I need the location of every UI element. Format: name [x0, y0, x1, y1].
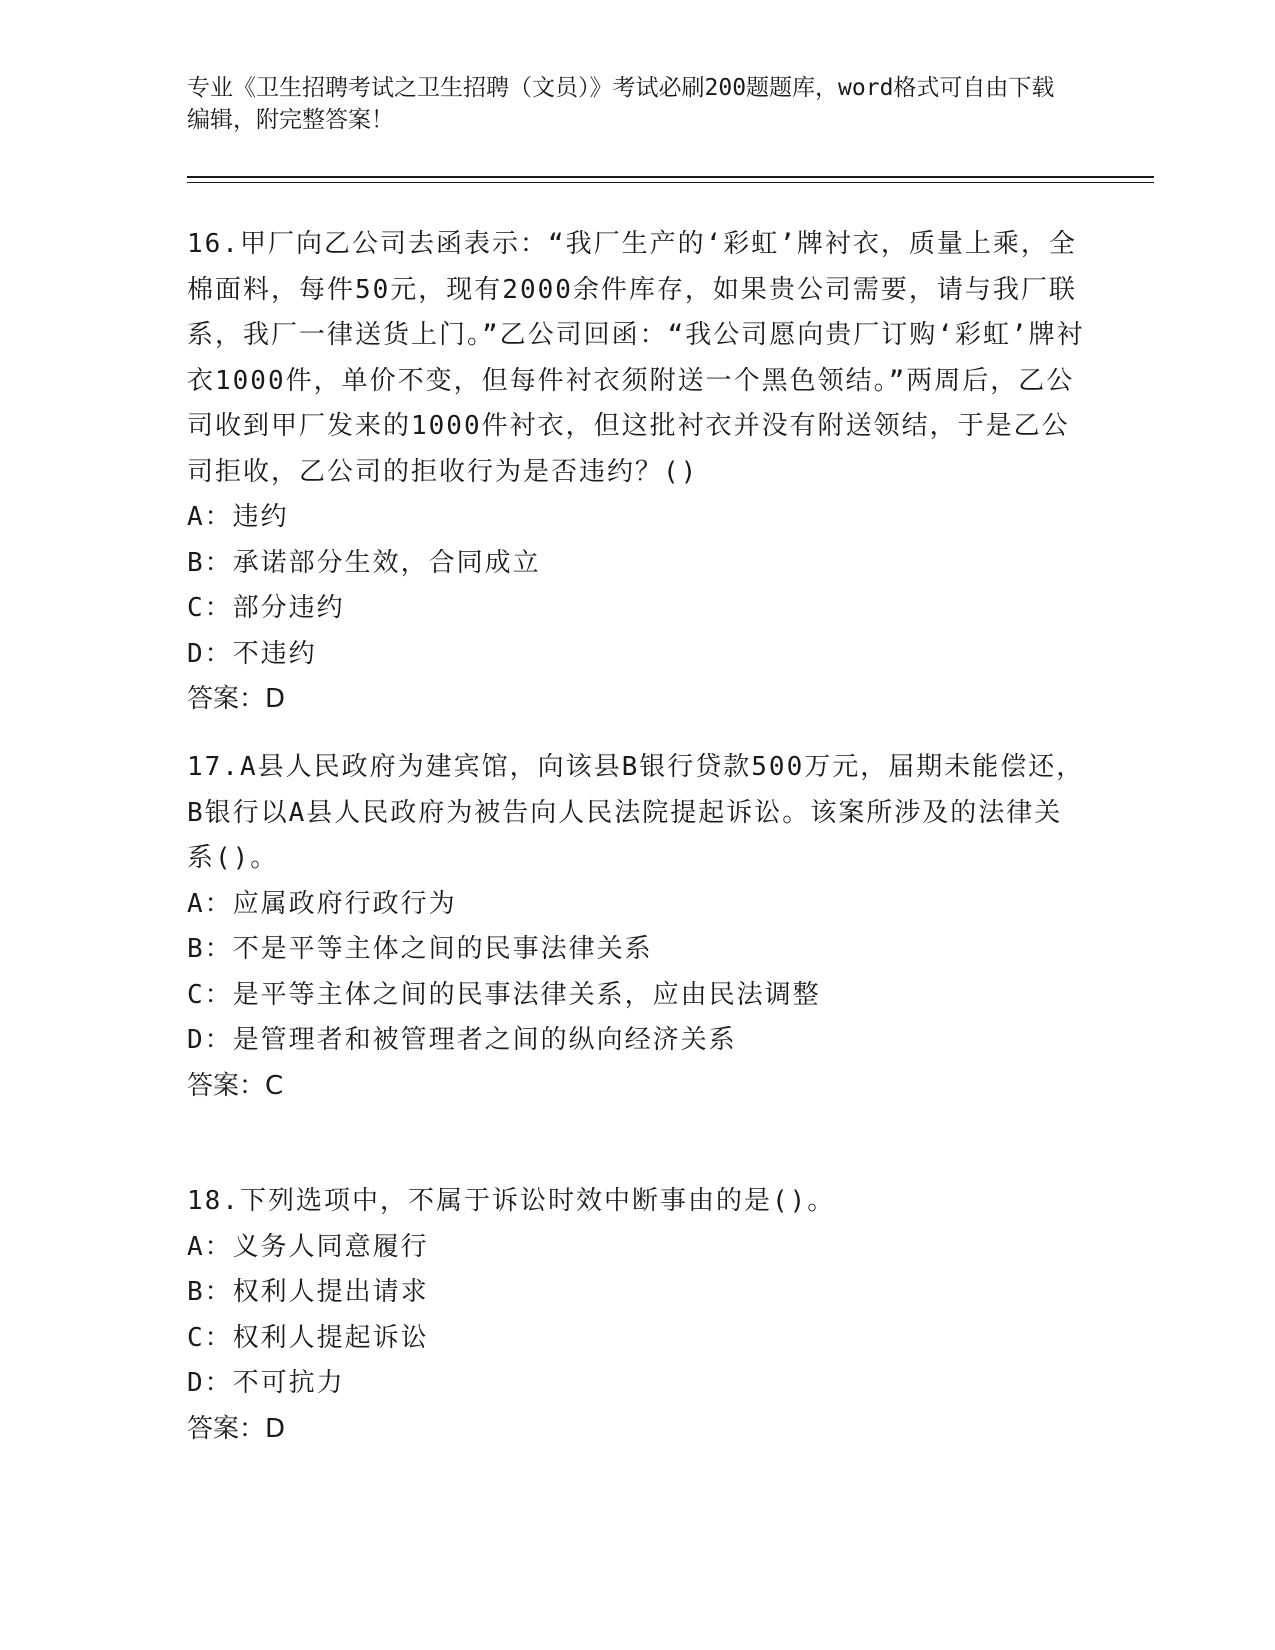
option-a: A：应属政府行政行为 [187, 888, 457, 919]
answer-value: D [265, 1413, 286, 1444]
question-stem: 17.A县人民政府为建宾馆，向该县B银行贷款500万元，届期未能偿还，B银行以A县人民政府为被告向人民法院提起诉讼。该案所涉及的法律关系()。 [187, 752, 1085, 873]
option-a: A：义务人同意履行 [187, 1231, 429, 1262]
question-17 [187, 745, 1087, 1109]
question-stem: 16.甲厂向乙公司去函表示：“我厂生产的‘彩虹’牌衬衣，质量上乘，全棉面料，每件50元，现有2000余件库存，如果贵公司需要，请与我厂联系，我厂一律送货上门。”乙公司回函：“我公司愿向贵厂订购‘彩虹’牌衬衣1000件，单价不变，但每件衬衣须附送一个黑色领结。”两周后，乙公司收到甲厂发来的1000件衬衣，但这批衬衣并没有附送领结，于是乙公司拒收，乙公司的拒收行为是否违约？() [187, 229, 1085, 487]
option-b: B：权利人提出请求 [187, 1277, 429, 1307]
question-stem: 18.下列选项中，不属于诉讼时效中断事由的是()。 [187, 1186, 836, 1216]
answer-label: 答案： [187, 684, 266, 714]
answer-line [187, 677, 1087, 723]
option-c: C：是平等主体之间的民事法律关系，应由民法调整 [187, 979, 821, 1010]
option-b: B：承诺部分生效，合同成立 [187, 547, 541, 578]
document-header: 专业《卫生招聘考试之卫生招聘（文员）》考试必刷200题题库，word格式可自由下载编辑，附完整答案！ [187, 75, 1055, 133]
option-d: D：是管理者和被管理者之间的纵向经济关系 [187, 1025, 737, 1055]
answer-line [187, 1064, 1087, 1110]
answer-value: C [265, 1070, 284, 1101]
answer-line [187, 1407, 1087, 1453]
question-16 [187, 222, 1087, 723]
question-18 [187, 1179, 1087, 1452]
header-divider-thin [187, 182, 1154, 183]
answer-value: D [265, 684, 286, 714]
option-d: D：不可抗力 [187, 1368, 345, 1398]
option-b: B：不是平等主体之间的民事法律关系 [187, 934, 653, 964]
header-divider [187, 176, 1154, 178]
option-d: D：不违约 [187, 638, 317, 669]
answer-label: 答案： [187, 1413, 266, 1444]
option-c: C：部分违约 [187, 593, 345, 623]
answer-label: 答案： [187, 1070, 266, 1101]
option-a: A：违约 [187, 502, 289, 532]
option-c: C：权利人提起诉讼 [187, 1322, 429, 1353]
